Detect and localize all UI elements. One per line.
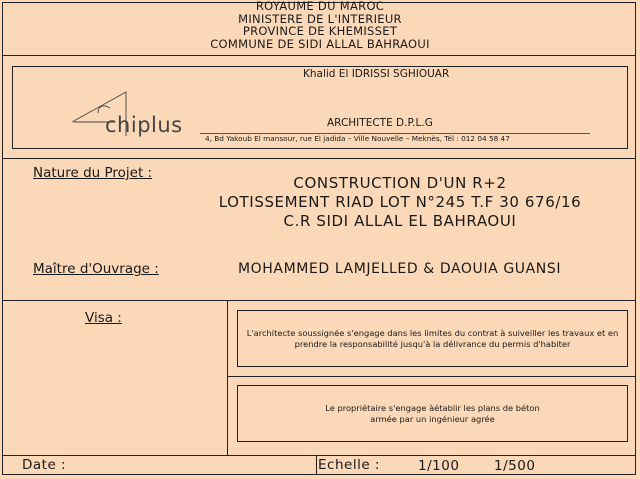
visa-label: Visa : xyxy=(85,310,122,326)
architect-address: 4, Bd Yakoub El mansour, rue El jadida – Ville Nouvelle – Meknès, Tél : 012 04 58 47 xyxy=(205,134,510,143)
header-line-province: PROVINCE DE KHEMISSET xyxy=(242,24,398,38)
divider xyxy=(2,158,636,159)
scale-value-1: 1/100 xyxy=(418,458,460,474)
divider xyxy=(227,300,228,455)
logo-text: chiplus xyxy=(105,113,183,137)
owner-notice xyxy=(237,385,628,442)
date-label: Date : xyxy=(22,457,67,473)
header-authority xyxy=(0,0,640,50)
scale-value-2: 1/500 xyxy=(494,458,536,474)
project-description xyxy=(200,174,600,231)
divider xyxy=(2,300,636,301)
architect-notice-text: L'architecte soussignée s'engage dans les limites du contrat à suiveiller les travaux et en prendre la responsabilité jusqu'à la délivrance du permis d'habiter xyxy=(246,327,619,349)
architect-title: ARCHITECTE D.P.L.G xyxy=(327,117,433,129)
project-line-2: LOTISSEMENT RIAD LOT N°245 T.F 30 676/16 xyxy=(218,193,582,211)
project-line-3: C.R SIDI ALLAL EL BAHRAOUI xyxy=(283,212,517,230)
owner-label: Maître d'Ouvrage : xyxy=(33,261,159,277)
header-line-ministry: MINISTERE DE L'INTERIEUR xyxy=(238,11,402,26)
architect-notice xyxy=(237,310,628,367)
scale-label: Echelle : xyxy=(318,457,380,473)
owner-notice-text: Le propriétaire s'engage àétablir les plans de béton armée par un ingénieur agrée xyxy=(325,402,540,424)
divider xyxy=(2,455,636,456)
owner-value: MOHAMMED LAMJELLED & DAOUIA GUANSI xyxy=(238,261,562,277)
project-line-1: CONSTRUCTION D'UN R+2 xyxy=(293,174,507,192)
header-line-kingdom: ROYAUME DU MAROC xyxy=(255,0,385,13)
header-line-commune: COMMUNE DE SIDI ALLAL BAHRAOUI xyxy=(210,36,430,51)
divider xyxy=(316,455,317,475)
architect-name: Khalid El IDRISSI SGHIOUAR xyxy=(303,68,450,80)
divider xyxy=(227,376,636,377)
divider xyxy=(2,55,636,56)
project-label: Nature du Projet : xyxy=(33,165,153,181)
